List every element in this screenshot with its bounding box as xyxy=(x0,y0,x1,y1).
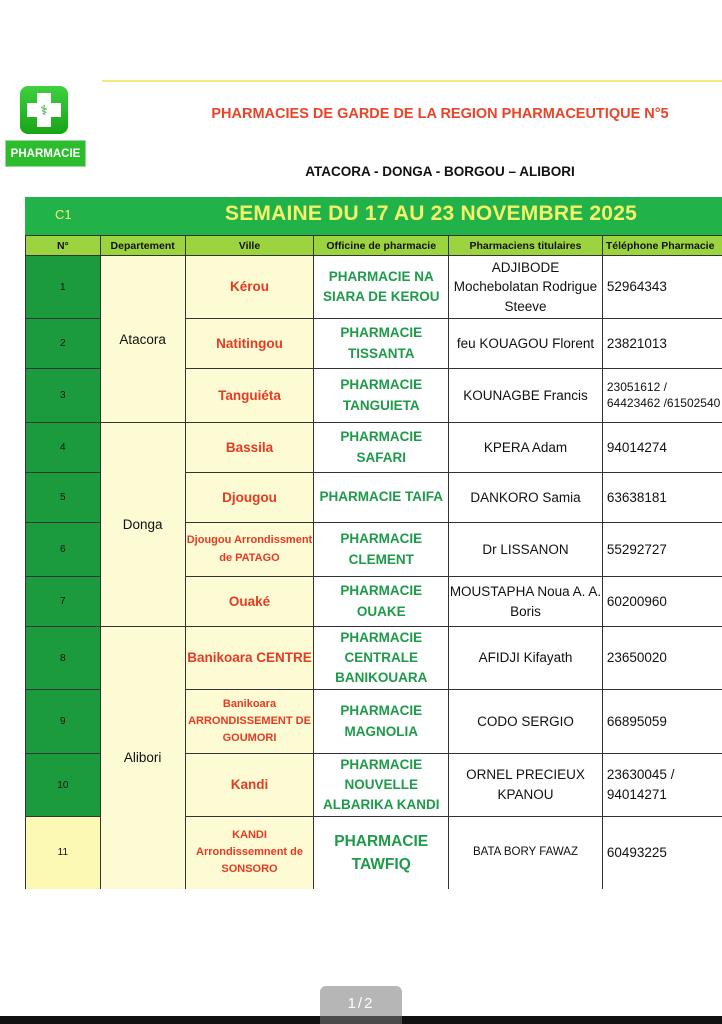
pharmacist-cell: ORNEL PRECIEUX KPANOU xyxy=(449,754,603,817)
city-cell: Kérou xyxy=(185,256,314,319)
column-header-phone: Téléphone Pharmacie xyxy=(602,236,722,256)
pharmacy-name-cell: PHARMACIE SAFARI xyxy=(314,423,449,473)
phone-cell: 60493225 xyxy=(602,817,722,889)
document-title: PHARMACIES DE GARDE DE LA REGION PHARMACEUTIQUE N°5 xyxy=(211,106,669,122)
pharmacy-logo xyxy=(20,86,68,134)
phone-cell: 66895059 xyxy=(602,690,722,754)
city-cell: Natitingou xyxy=(185,319,314,369)
pharmacist-cell: DANKORO Samia xyxy=(449,473,603,523)
phone-cell: 63638181 xyxy=(602,473,722,523)
pharmacy-name-cell: PHARMACIE NA SIARA DE KEROU xyxy=(314,256,449,319)
week-banner xyxy=(25,197,722,235)
phone-cell: 23051612 / 64423462 /61502540 xyxy=(602,369,722,423)
phone-cell: 23650020 xyxy=(602,627,722,690)
pharmacist-cell: CODO SERGIO xyxy=(449,690,603,754)
column-header-city: Ville xyxy=(185,236,314,256)
pharmacy-name-cell: PHARMACIE NOUVELLE ALBARIKA KANDI xyxy=(314,754,449,817)
pharmacist-cell: Dr LISSANON xyxy=(449,523,603,577)
department-cell: Donga xyxy=(100,423,185,627)
table-row xyxy=(26,627,722,690)
row-number: 8 xyxy=(26,627,101,690)
pharmacy-logo-label: PHARMACIE xyxy=(5,140,86,167)
pharmacy-name-cell: PHARMACIE CENTRALE BANIKOUARA xyxy=(314,627,449,690)
pharmacist-cell: ADJIBODE Mochebolatan Rodrigue Steeve xyxy=(449,256,603,319)
city-cell: Tanguiéta xyxy=(185,369,314,423)
row-number: 3 xyxy=(26,369,101,423)
document-subtitle: ATACORA - DONGA - BORGOU – ALIBORI xyxy=(305,164,575,179)
phone-cell: 23630045 / 94014271 xyxy=(602,754,722,817)
phone-cell: 94014274 xyxy=(602,423,722,473)
pharmacist-cell: BATA BORY FAWAZ xyxy=(449,817,603,889)
city-cell: Bassila xyxy=(185,423,314,473)
caduceus-icon: ⚕ xyxy=(40,102,48,118)
pharmacist-cell: KOUNAGBE Francis xyxy=(449,369,603,423)
row-number: 9 xyxy=(26,690,101,754)
row-number: 6 xyxy=(26,523,101,577)
pharmacist-cell: KPERA Adam xyxy=(449,423,603,473)
pharmacy-duty-table xyxy=(25,235,722,889)
city-cell: Kandi xyxy=(185,754,314,817)
pharmacy-name-cell: PHARMACIE MAGNOLIA xyxy=(314,690,449,754)
city-cell: Djougou xyxy=(185,473,314,523)
pharmacy-name-cell: PHARMACIE TAWFIQ xyxy=(314,817,449,889)
page-indicator: 1/2 xyxy=(320,986,402,1020)
bottom-bar xyxy=(0,1016,722,1024)
pharmacist-cell: AFIDJI Kifayath xyxy=(449,627,603,690)
pharmacy-name-cell: PHARMACIE TANGUIETA xyxy=(314,369,449,423)
city-cell: Banikoara ARRONDISSEMENT DE GOUMORI xyxy=(185,690,314,754)
city-cell: KANDI Arrondissemnent de SONSORO xyxy=(185,817,314,889)
row-number: 5 xyxy=(26,473,101,523)
phone-cell: 60200960 xyxy=(602,577,722,627)
pharmacy-name-cell: PHARMACIE TISSANTA xyxy=(314,319,449,369)
column-header-pharmacy: Officine de pharmacie xyxy=(314,236,449,256)
top-divider xyxy=(102,80,722,82)
pharmacy-name-cell: PHARMACIE TAIFA xyxy=(314,473,449,523)
table-header-row xyxy=(26,236,722,256)
phone-cell: 55292727 xyxy=(602,523,722,577)
page-indicator-shadow xyxy=(320,1016,402,1024)
phone-cell: 23821013 xyxy=(602,319,722,369)
row-number: 11 xyxy=(26,817,101,889)
department-cell: Atacora xyxy=(100,256,185,423)
pharmacist-cell: MOUSTAPHA Noua A. A. Boris xyxy=(449,577,603,627)
banner-code: C1 xyxy=(55,207,72,222)
column-header-pharmacist: Pharmaciens titulaires xyxy=(449,236,603,256)
row-number: 2 xyxy=(26,319,101,369)
city-cell: Djougou Arrondissment de PATAGO xyxy=(185,523,314,577)
pharmacy-name-cell: PHARMACIE CLEMENT xyxy=(314,523,449,577)
row-number: 4 xyxy=(26,423,101,473)
pharmacist-cell: feu KOUAGOU Florent xyxy=(449,319,603,369)
city-cell: Ouaké xyxy=(185,577,314,627)
department-cell: Alibori xyxy=(100,627,185,889)
column-header-department: Departement xyxy=(100,236,185,256)
row-number: 10 xyxy=(26,754,101,817)
column-header-number: N° xyxy=(26,236,101,256)
row-number: 1 xyxy=(26,256,101,319)
city-cell: Banikoara CENTRE xyxy=(185,627,314,690)
pharmacy-name-cell: PHARMACIE OUAKE xyxy=(314,577,449,627)
week-title: SEMAINE DU 17 AU 23 NOVEMBRE 2025 xyxy=(225,202,637,225)
phone-cell: 52964343 xyxy=(602,256,722,319)
table-row xyxy=(26,256,722,319)
row-number: 7 xyxy=(26,577,101,627)
table-row xyxy=(26,423,722,473)
